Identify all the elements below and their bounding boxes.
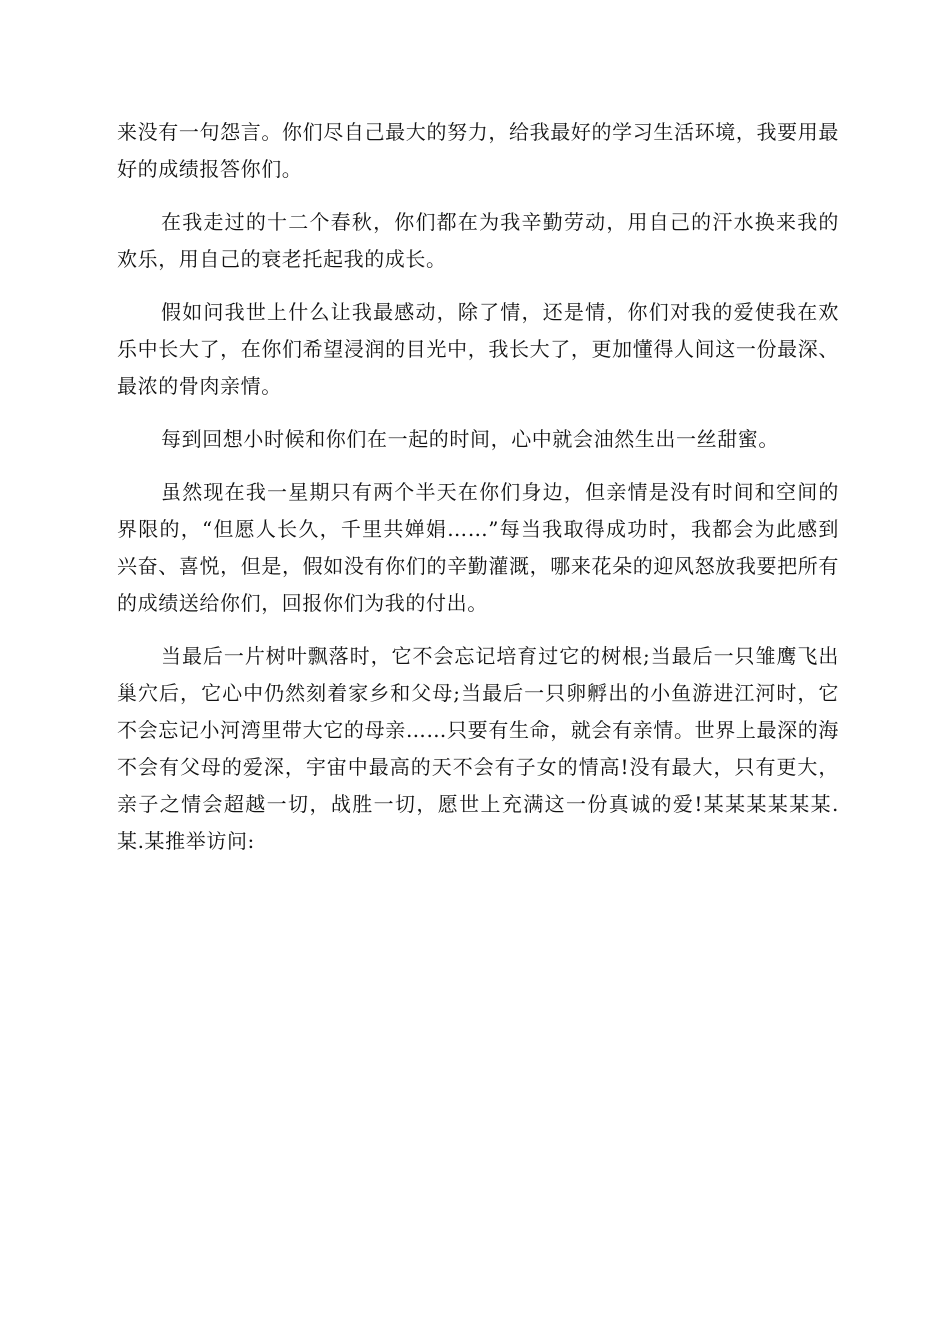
paragraph: 假如问我世上什么让我最感动，除了情，还是情，你们对我的爱使我在欢乐中长大了，在你们希望浸润的目光中，我长大了，更加懂得人间这一份最深、最浓的骨肉亲情。 (117, 300, 839, 398)
paragraph: 虽然现在我一星期只有两个半天在你们身边，但亲情是没有时间和空间的界限的，“但愿人长久，千里共婵娟……”每当我取得成功时，我都会为此感到兴奋、喜悦，但是，假如没有你们的辛勤灌溉，哪来花朵的迎风怒放我要把所有的成绩送给你们，回报你们为我的付出。 (117, 480, 839, 615)
paragraph: 每到回想小时候和你们在一起的时间，心中就会油然生出一丝甜蜜。 (161, 427, 779, 451)
paragraph: 当最后一片树叶飘落时，它不会忘记培育过它的树根;当最后一只雏鹰飞出巢穴后，它心中仍然刻着家乡和父母;当最后一只卵孵出的小鱼游进江河时，它不会忘记小河湾里带大它的母亲……只要有生命，就会有亲情。世界上最深的海不会有父母的爱深，宇宙中最高的天不会有子女的情高!没有最大，只有更大，亲子之情会超越一切，战胜一切，愿世上充满这一份真诚的爱!某某某某某某.某.某推举访问: (117, 644, 839, 853)
paragraph-continuation: 来没有一句怨言。你们尽自己最大的努力，给我最好的学习生活环境，我要用最好的成绩报答你们。 (117, 120, 839, 181)
paragraph: 在我走过的十二个春秋，你们都在为我辛勤劳动，用自己的汗水换来我的欢乐，用自己的衰老托起我的成长。 (117, 210, 839, 271)
document-body (117, 114, 839, 876)
